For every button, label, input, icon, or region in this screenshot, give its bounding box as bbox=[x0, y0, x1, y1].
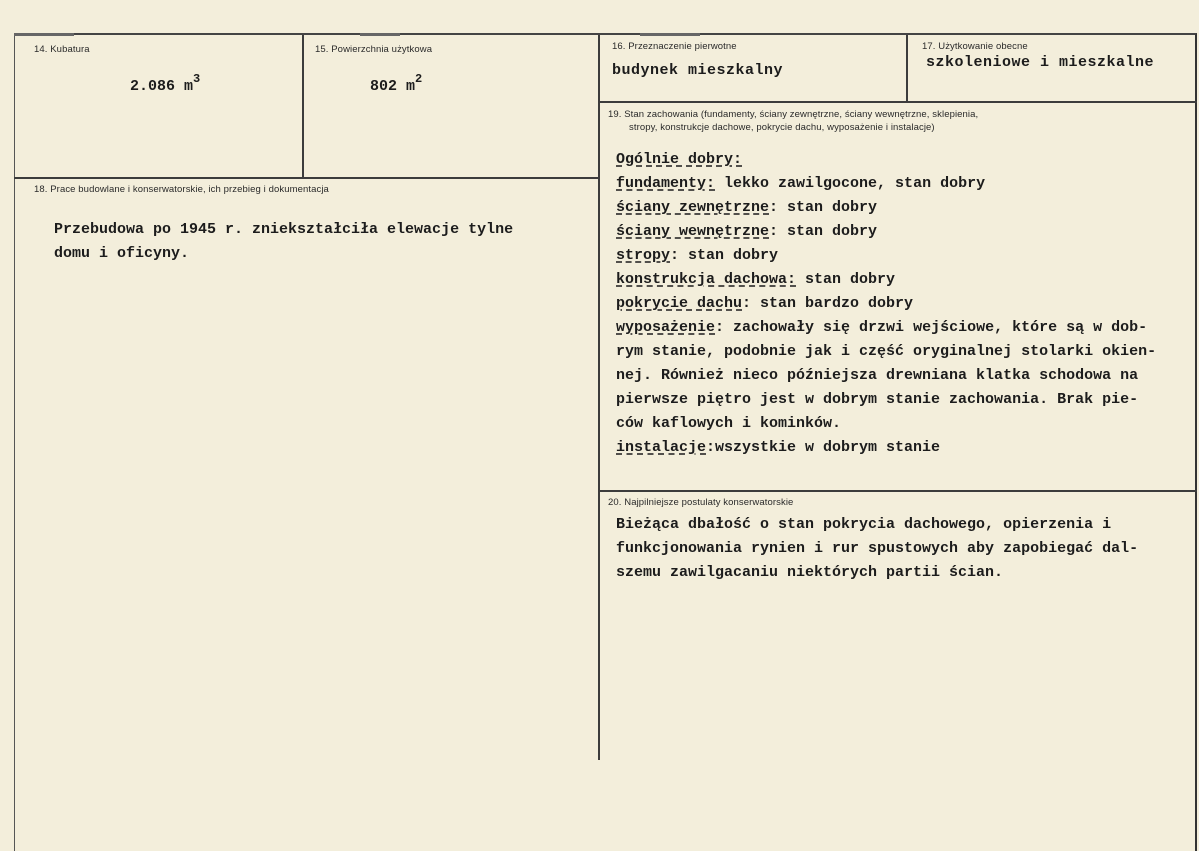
field-18-line: domu i oficyny. bbox=[54, 245, 190, 262]
condition-key: konstrukcja dachowa: bbox=[616, 271, 797, 288]
condition-row bbox=[616, 244, 1156, 268]
condition-key: ściany zewnętrzne bbox=[616, 199, 770, 216]
top-border-mark bbox=[640, 33, 700, 36]
condition-text: : stan dobry bbox=[670, 247, 779, 264]
condition-row bbox=[616, 316, 1156, 340]
condition-row bbox=[616, 388, 1156, 412]
field-15-number: 802 m bbox=[370, 78, 416, 95]
top-border-mark bbox=[14, 33, 74, 36]
divider-h-18 bbox=[14, 177, 599, 179]
condition-row bbox=[616, 172, 1156, 196]
divider-v-main bbox=[598, 35, 600, 760]
field-15-value bbox=[370, 74, 422, 95]
condition-text: :wszystkie w dobrym stanie bbox=[706, 439, 941, 456]
condition-key: fundamenty: bbox=[616, 175, 716, 192]
field-19-label-line: 19. Stan zachowania (fundamenty, ściany zewnętrzne, ściany wewnętrzne, sklepienia, bbox=[608, 109, 979, 120]
field-18-text bbox=[54, 218, 513, 266]
field-14-exponent: 3 bbox=[193, 72, 201, 86]
field-20-label: 20. Najpilniejsze postulaty konserwatorskie bbox=[608, 497, 794, 508]
condition-row bbox=[616, 292, 1156, 316]
field-20-text bbox=[616, 513, 1138, 585]
top-border-mark bbox=[360, 33, 400, 36]
condition-text: pierwsze piętro jest w dobrym stanie zachowania. Brak pie- bbox=[616, 391, 1139, 408]
condition-row bbox=[616, 220, 1156, 244]
divider-h-19 bbox=[598, 101, 1197, 103]
field-14-value bbox=[130, 74, 200, 95]
divider-v-14-15 bbox=[302, 35, 304, 178]
field-18-label: 18. Prace budowlane i konserwatorskie, ich przebieg i dokumentacja bbox=[34, 184, 329, 195]
condition-text: ców kaflowych i kominków. bbox=[616, 415, 842, 432]
condition-text: nej. Również nieco późniejsza drewniana klatka schodowa na bbox=[616, 367, 1139, 384]
condition-row bbox=[616, 436, 1156, 460]
condition-key: ściany wewnętrzne bbox=[616, 223, 770, 240]
field-18-line: Przebudowa po 1945 r. zniekształciła elewacje tylne bbox=[54, 221, 514, 238]
field-15-exponent: 2 bbox=[415, 72, 423, 86]
field-16-label: 16. Przeznaczenie pierwotne bbox=[612, 41, 737, 52]
condition-key: stropy bbox=[616, 247, 671, 264]
condition-row bbox=[616, 148, 1156, 172]
field-20-line: szemu zawilgacaniu niektórych partii ścian. bbox=[616, 564, 1004, 581]
divider-h-20 bbox=[598, 490, 1197, 492]
condition-row bbox=[616, 268, 1156, 292]
field-20-line: Bieżąca dbałość o stan pokrycia dachowego, opierzenia i bbox=[616, 516, 1112, 533]
condition-text: : stan dobry bbox=[769, 199, 878, 216]
condition-text: stan dobry bbox=[796, 271, 896, 288]
field-14-label: 14. Kubatura bbox=[34, 44, 90, 55]
condition-row bbox=[616, 196, 1156, 220]
condition-key: Ogólnie dobry: bbox=[616, 151, 743, 168]
field-15-label: 15. Powierzchnia użytkowa bbox=[315, 44, 433, 55]
condition-row bbox=[616, 340, 1156, 364]
condition-row bbox=[616, 364, 1156, 388]
condition-text: rym stanie, podobnie jak i część oryginalnej stolarki okien- bbox=[616, 343, 1157, 360]
condition-key: pokrycie dachu bbox=[616, 295, 743, 312]
divider-v-16-17 bbox=[906, 35, 908, 101]
condition-text: : stan bardzo dobry bbox=[742, 295, 914, 312]
field-20-line: funkcjonowania rynien i rur spustowych aby zapobiegać dal- bbox=[616, 540, 1139, 557]
condition-text: lekko zawilgocone, stan dobry bbox=[715, 175, 986, 192]
field-17-value: szkoleniowe i mieszkalne bbox=[926, 54, 1155, 71]
condition-text: : stan dobry bbox=[769, 223, 878, 240]
field-19-label-line: stropy, konstrukcje dachowe, pokrycie dachu, wyposażenie i instalacje) bbox=[629, 122, 935, 133]
condition-row bbox=[616, 412, 1156, 436]
condition-key: instalacje bbox=[616, 439, 707, 456]
field-17-label: 17. Użytkowanie obecne bbox=[922, 41, 1028, 52]
condition-text: : zachowały się drzwi wejściowe, które są w dob- bbox=[715, 319, 1148, 336]
field-19-label bbox=[608, 108, 978, 134]
field-14-number: 2.086 m bbox=[130, 78, 194, 95]
field-16-value: budynek mieszkalny bbox=[612, 62, 784, 79]
condition-key: wyposażenie bbox=[616, 319, 716, 336]
field-19-text bbox=[616, 148, 1156, 460]
